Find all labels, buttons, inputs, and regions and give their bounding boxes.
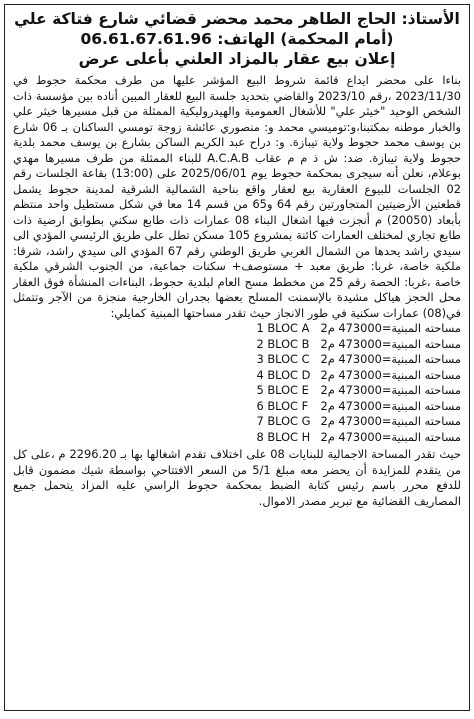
area-bloc: 2 BLOC B: [256, 336, 310, 351]
area-size: مساحته المبنية=473000 م2: [320, 383, 461, 397]
area-size: مساحته المبنية=473000 م2: [320, 336, 461, 351]
area-bloc: 8 BLOC H: [256, 429, 311, 444]
area-item: [13, 414, 461, 430]
area-item: [13, 383, 461, 399]
area-item: [13, 368, 461, 384]
body-paragraph: بناءا على محضر ايداع قائمة شروط البيع المؤشر عليها من طرف محكمة حجوط في 2023/11/30 ،رقم 2023/10 والقاضي بتحديد جلسة البيع للعقار المبين أناده بين مؤسسة ذات الشخص الوحيد "خيثر علي" للأشغال العمومية والهيدروليكية الممثلة من قبل مسيرها خيثر علي والخبار موطنه بمكتبنا،و:توميسي محمد و: منصوري عائشة زوجة تومسي الساكنان بـ 06 شارع بن يوسف محمد حجوط ولاية تيبازة. و: دراح عبد الكريم الساكن بشارع بن يوسف محمد بلدية حجوط ولاية تيبازة. ضد: ش ذ م م عقاب A.C.A.B للبناء الممثلة من طرف مسيرها مهدي بوعلام، نعلن أنه سيجرى بمحكمة حجوط يوم 2025/06/01 على (13:00) بقاعة الجلسات رقم 02 الجلسات للبيوع العقارية بيع لعقار واقع بناحية الشمالية الشرقية لمدينة حجوط يشمل قطعتين الأرضيتين المتجاورتين رقم 64 و65 من قسم 14 معا في شكل مستطيل واحد منتظم بأبعاد (20050) م أنجزت فيها اشغال البناء 08 عمارات ذات طابع سكني بطوابق ارضية ذات طابع تجاري لمختلف العمارات كائنة بمشروع 105 مسكن تطل على طريق الرئيسي المؤدي الى سيدي راشد يحدها من الشمال الغربي طريق الوطني رقم 67 المؤدي الى سيدي راشد، شرقا: ملكية خاصة، غربا: طريق معبد + مستوصف+ سكنات جماعية، من الجنوب الشرقي ملكية خاصة ،غربا: الحصة رقم 25 من مخطط مسح العام لبلدية حجوط، البناءات المنشأة فوق العقار محل الحجز هياكل مشيدة بالإسمنت المسلح بعضها بجدران الخارجية منجزة من الآجر وتتمثل في(08) عمارات سكنية في طور الانجاز حيث تقدر مساحتها المبنية كمايلي:: [13, 73, 462, 320]
area-size: مساحته المبنية=473000 م2: [320, 398, 461, 413]
notice-body: [13, 73, 461, 321]
area-item: [13, 430, 461, 446]
area-size: مساحته المبنية=473000 م2: [320, 367, 461, 382]
area-item: [13, 337, 461, 353]
area-bloc: 6 BLOC F: [256, 398, 309, 413]
announcement-title: إعلان بيع عقار بالمزاد العلني بأعلى عرض: [78, 50, 396, 68]
area-size: مساحته المبنية=473000 م2: [320, 429, 461, 444]
legal-notice: [4, 4, 470, 711]
area-bloc: 4 BLOC D: [256, 367, 311, 382]
area-item: [13, 321, 461, 337]
notice-header: [13, 9, 461, 69]
lawyer-line: الأستاذ: الحاج الطاهر محمد محضر قضائي شارع فتاكة علي: [14, 10, 460, 28]
address-line: (أمام المحكمة) الهاتف: 06.61.67.61.96: [80, 30, 394, 48]
area-item: [13, 399, 461, 415]
area-size: مساحته المبنية=473000 م2: [320, 352, 461, 366]
area-bloc: 7 BLOC G: [256, 414, 311, 428]
area-bloc: 1 BLOC A: [256, 321, 310, 335]
areas-list: [13, 321, 461, 445]
area-bloc: 5 BLOC E: [256, 383, 309, 397]
area-bloc: 3 BLOC C: [256, 352, 310, 366]
area-item: [13, 352, 461, 368]
area-size: مساحته المبنية=473000 م2: [320, 321, 461, 335]
closing-paragraph: حيث تقدر المساحة الاجمالية للبنايات 08 على اختلاف تقدم اشغالها بها بـ 2296.20 م ،على كل من يتقدم للمزايدة أن يحضر معه مبلغ 5/1 من السعر الافتتاحي بواسطة شيك مضمون قابل للدفع محرر باسم رئيس كتابة الضبط بمحكمة حجوط الراسي عليه المزاد يتحمل جميع المصاريف القضائية مع تبرير مصدر الاموال.: [13, 447, 461, 508]
area-size: مساحته المبنية=473000 م2: [320, 414, 461, 428]
